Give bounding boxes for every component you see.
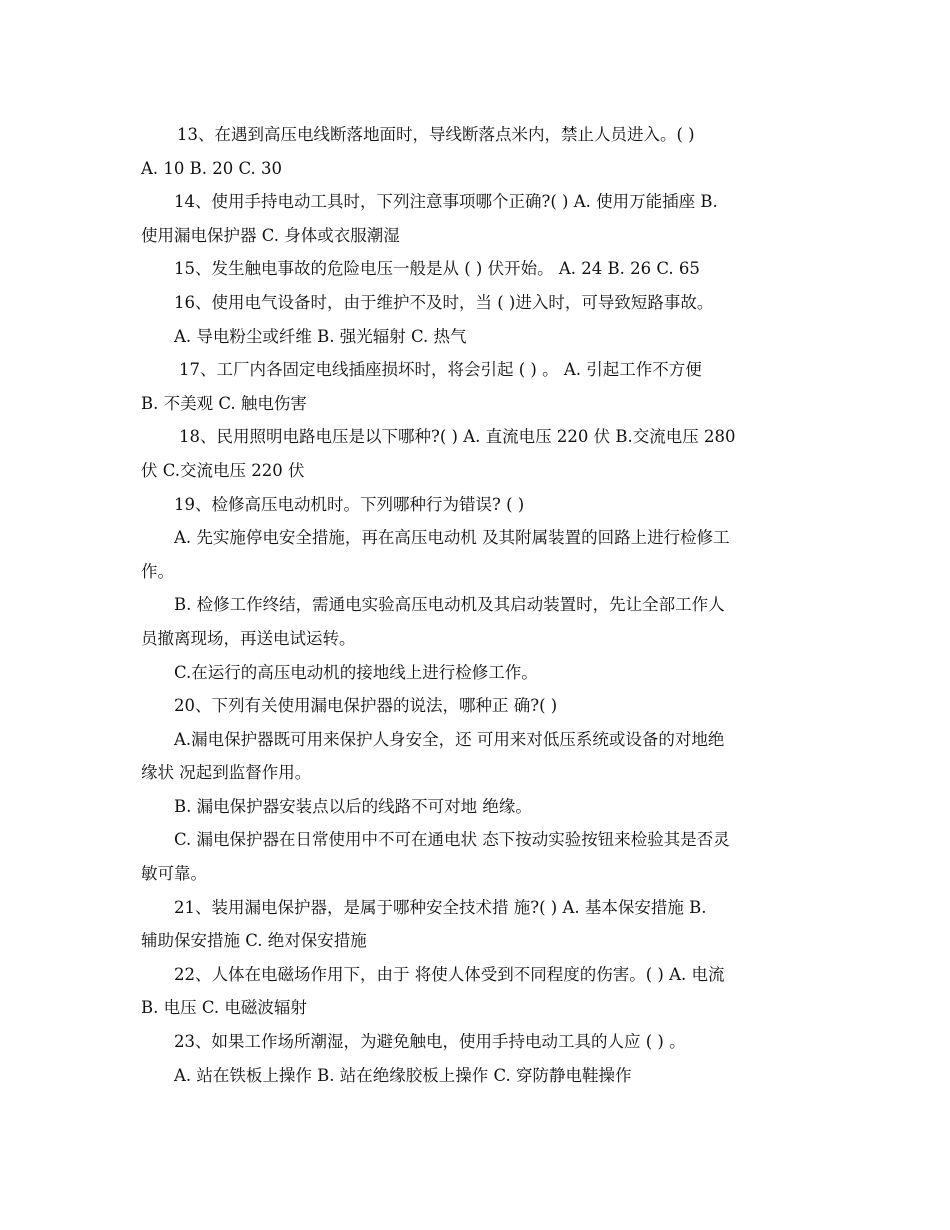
q18-text: 18、民用照明电路电压是以下哪种?( ) A. 直流电压 220 伏 B.交流电压 280 xyxy=(179,427,736,447)
q14-text: 14、使用手持电动工具时，下列注意事项哪个正确?( ) A. 使用万能插座 B. xyxy=(174,192,718,212)
question-list xyxy=(141,118,813,1092)
q21-text: 21、装用漏电保护器，是属于哪种安全技术措 施?( ) A. 基本保安措施 B. xyxy=(174,897,707,917)
q20-option-c: C. 漏电保护器在日常使用中不可在通电状 态下按动实验按钮来检验其是否灵 xyxy=(174,830,730,850)
q21-options: 辅助保安措施 C. 绝对保安措施 xyxy=(141,931,367,951)
q14-options: 使用漏电保护器 C. 身体或衣服潮湿 xyxy=(141,225,400,245)
q19-text: 19、检修高压电动机时。下列哪种行为错误? ( ) xyxy=(174,494,525,514)
q13-options: A. 10 B. 20 C. 30 xyxy=(141,158,283,178)
q23-text: 23、如果工作场所潮湿，为避免触电，使用手持电动工具的人应 ( ) 。 xyxy=(174,1032,686,1052)
q22-options: B. 电压 C. 电磁波辐射 xyxy=(141,998,307,1018)
q19-option-b-cont: 员撤离现场，再送电试运转。 xyxy=(141,628,356,648)
q17-options: B. 不美观 C. 触电伤害 xyxy=(141,393,307,413)
q18-options: 伏 C.交流电压 220 伏 xyxy=(141,460,305,480)
q13-text: 13、在遇到高压电线断落地面时，导线断落点米内，禁止人员进入。( ) xyxy=(177,125,695,144)
q20-option-c-cont: 敏可靠。 xyxy=(141,864,207,884)
q16-text: 16、使用电气设备时，由于维护不及时，当 ( )进入时，可导致短路事故。 xyxy=(174,292,714,312)
q17-text: 17、工厂内各固定电线插座损坏时，将会引起 ( ) 。 A. 引起工作不方便 xyxy=(179,360,702,380)
q19-option-b: B. 检修工作终结，需通电实验高压电动机及其启动装置时，先让全部工作人 xyxy=(174,595,725,615)
q15-text: 15、发生触电事故的危险电压一般是从 ( ) 伏开始。 A. 24 B. 26 C. 65 xyxy=(174,259,700,279)
q20-option-b: B. 漏电保护器安装点以后的线路不可对地 绝缘。 xyxy=(174,796,532,816)
q19-option-c: C.在运行的高压电动机的接地线上进行检修工作。 xyxy=(174,662,538,682)
q19-option-a-cont: 作。 xyxy=(141,561,174,581)
q20-option-a-cont: 缘状 况起到监督作用。 xyxy=(141,763,312,783)
q20-option-a: A.漏电保护器既可用来保护人身安全，还 可用来对低压系统或设备的对地绝 xyxy=(174,729,725,749)
q20-text: 20、下列有关使用漏电保护器的说法，哪种正 确?( ) xyxy=(174,696,558,716)
q23-options: A. 站在铁板上操作 B. 站在绝缘胶板上操作 C. 穿防静电鞋操作 xyxy=(174,1065,632,1085)
q19-option-a: A. 先实施停电安全措施，再在高压电动机 及其附属装置的回路上进行检修工 xyxy=(174,528,730,548)
q16-options: A. 导电粉尘或纤维 B. 强光辐射 C. 热气 xyxy=(174,326,467,346)
q22-text: 22、人体在电磁场作用下，由于 将使人体受到不同程度的伤害。( ) A. 电流 xyxy=(174,964,725,984)
